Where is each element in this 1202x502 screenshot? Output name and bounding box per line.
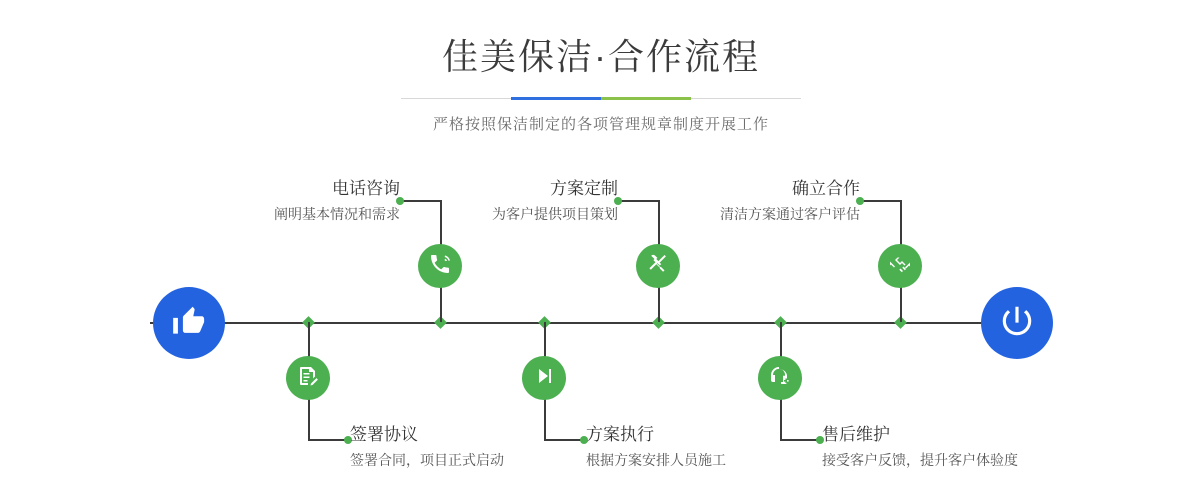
step-label-2: 签署协议 签署合同，项目正式启动 <box>350 425 504 468</box>
step-icon-badge <box>758 356 802 400</box>
step-icon-badge <box>636 244 680 288</box>
timeline-start-badge <box>153 287 225 359</box>
tools-icon <box>646 252 670 281</box>
connector-horizontal <box>308 439 348 441</box>
connector-horizontal <box>544 439 584 441</box>
phone-icon <box>428 252 452 281</box>
document-edit-icon <box>296 364 320 393</box>
page-subtitle: 严格按照保洁制定的各项管理规章制度开展工作 <box>432 116 769 133</box>
play-skip-icon <box>532 364 556 393</box>
process-timeline <box>0 140 1202 502</box>
timeline-axis <box>150 322 1050 324</box>
step-icon-badge <box>418 244 462 288</box>
power-icon <box>998 302 1036 345</box>
step-label-3: 方案定制 为客户提供项目策划 <box>492 179 618 222</box>
page-header <box>0 30 1202 134</box>
step-icon-badge <box>878 244 922 288</box>
connector-horizontal <box>780 439 820 441</box>
step-label-4: 方案执行 根据方案安排人员施工 <box>586 425 726 468</box>
title-divider <box>401 98 801 99</box>
handshake-icon <box>888 252 912 281</box>
timeline-end-badge <box>981 287 1053 359</box>
step-label-5: 确立合作 清洁方案通过客户评估 <box>720 179 860 222</box>
divider-segment-blue <box>511 97 601 100</box>
step-icon-badge <box>286 356 330 400</box>
headset-add-icon <box>768 364 792 393</box>
step-label-1: 电话咨询 阐明基本情况和需求 <box>274 179 400 222</box>
step-label-6: 售后维护 接受客户反馈，提升客户体验度 <box>822 425 1018 468</box>
page-title: 佳美保洁·合作流程 <box>442 36 760 77</box>
step-icon-badge <box>522 356 566 400</box>
thumbs-up-icon <box>170 302 208 345</box>
connector-elbow <box>900 200 902 216</box>
divider-segment-green <box>601 97 691 100</box>
